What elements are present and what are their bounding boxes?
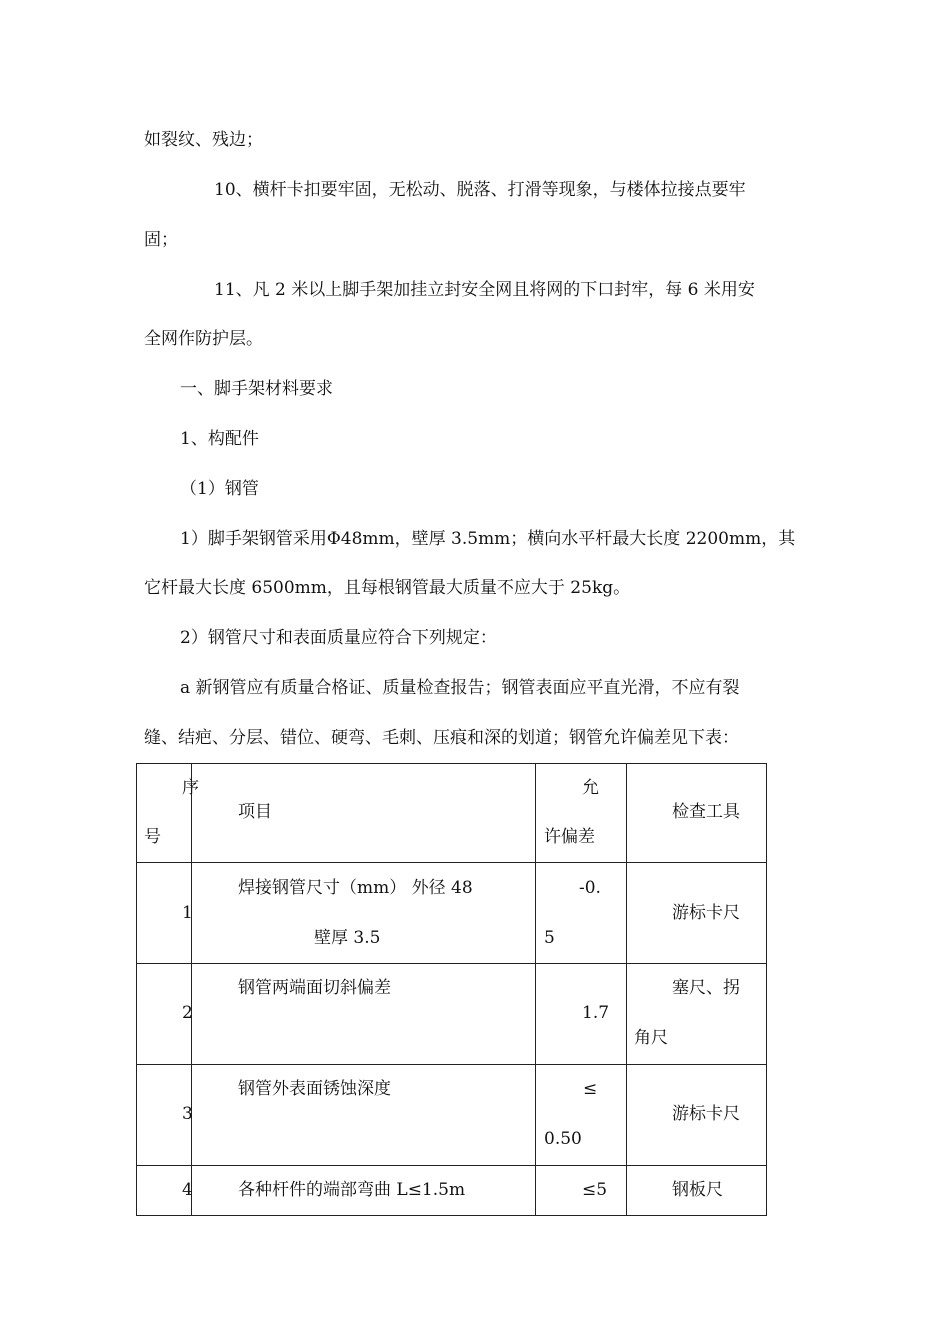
- row-item: 钢管外表面锈蚀深度: [238, 1079, 391, 1099]
- paragraph-line: 固；: [144, 230, 178, 250]
- paragraph-line: 2）钢管尺寸和表面质量应符合下列规定：: [180, 628, 497, 648]
- row-no: 1: [182, 903, 193, 923]
- row-item: 焊接钢管尺寸（mm） 外径 48: [238, 878, 473, 898]
- row-tool: 钢板尺: [672, 1180, 723, 1200]
- header-tool: 检查工具: [672, 802, 740, 822]
- row-tool: 游标卡尺: [672, 1104, 740, 1124]
- row-tolerance: 0.50: [544, 1129, 582, 1149]
- table-rule: [766, 763, 767, 1216]
- table-rule: [136, 1165, 767, 1166]
- row-tool: 角尺: [634, 1028, 668, 1048]
- row-tolerance: ≤: [583, 1079, 598, 1099]
- row-no: 2: [182, 1003, 193, 1023]
- subsection-heading: （1）钢管: [180, 479, 259, 499]
- paragraph-line: 11、凡 2 米以上脚手架加挂立封安全网且将网的下口封牢，每 6 米用安: [214, 280, 755, 300]
- header-item: 项目: [238, 802, 272, 822]
- table-rule: [136, 1064, 767, 1065]
- subsection-heading: 1、构配件: [180, 429, 259, 449]
- header-tolerance: 允: [582, 778, 599, 798]
- row-tolerance: ≤5: [582, 1180, 608, 1200]
- row-tolerance: -0.: [579, 878, 601, 898]
- row-no: 3: [182, 1104, 193, 1124]
- row-no: 4: [182, 1180, 193, 1200]
- table-rule: [136, 862, 767, 863]
- row-item: 各种杆件的端部弯曲 L≤1.5m: [238, 1180, 466, 1200]
- row-item: 壁厚 3.5: [314, 928, 381, 948]
- paragraph-line: 全网作防护层。: [144, 329, 263, 349]
- row-tolerance: 1.7: [582, 1003, 610, 1023]
- paragraph-line: 10、横杆卡扣要牢固，无松动、脱落、打滑等现象，与楼体拉接点要牢: [214, 180, 746, 200]
- paragraph-line: 它杆最大长度 6500mm，且每根钢管最大质量不应大于 25kg。: [144, 578, 631, 598]
- paragraph-line: 如裂纹、残边；: [144, 130, 263, 150]
- paragraph-line: a 新钢管应有质量合格证、质量检查报告；钢管表面应平直光滑，不应有裂: [180, 678, 740, 698]
- table-rule: [136, 763, 767, 764]
- section-heading: 一、脚手架材料要求: [180, 379, 333, 399]
- header-tolerance: 许偏差: [544, 827, 595, 847]
- row-item: 钢管两端面切斜偏差: [238, 978, 391, 998]
- table-rule: [535, 763, 536, 1216]
- table-rule: [136, 1215, 767, 1216]
- row-tool: 塞尺、拐: [672, 978, 740, 998]
- table-rule: [191, 763, 192, 1216]
- paragraph-line: 缝、结疤、分层、错位、硬弯、毛刺、压痕和深的划道；钢管允许偏差见下表：: [144, 728, 739, 748]
- row-tolerance: 5: [544, 928, 555, 948]
- header-no: 序: [182, 778, 199, 798]
- row-tool: 游标卡尺: [672, 903, 740, 923]
- table-rule: [626, 763, 627, 1216]
- paragraph-line: 1）脚手架钢管采用Φ48mm，壁厚 3.5mm；横向水平杆最大长度 2200mm，其: [180, 529, 796, 549]
- header-no: 号: [144, 827, 161, 847]
- table-rule: [136, 763, 137, 1216]
- table-rule: [136, 963, 767, 964]
